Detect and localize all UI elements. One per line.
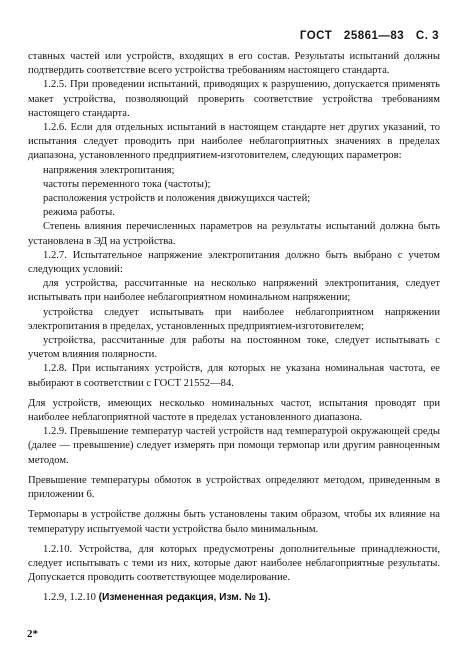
standard-number: 25861—83 [343,30,405,42]
paragraph-1-2-9: 1.2.9. Превышение температур частей устройств над температурой окружающей среды (далее — превышение) следует измерять при помощи термопар или другим равноценным методом. [28,426,440,466]
paragraph-continuation: ставных частей или устройств, входящих в его состав. Результаты испытаний должны подтвердить соответствие всего устройства требованиям настоящего стандарта. [28,51,440,77]
condition-multiple-voltages: для устройства, рассчитанные на несколько напряжений электропитания, следует испытывать при наиболее неблагоприятном номинальном напряжении; [28,278,440,304]
parameter-item-mode: режима работы. [43,207,115,219]
paragraph-1-2-8: 1.2.8. При испытаниях устройств, для которых не указана номинальная частота, ее выбирают в соответствии с ГОСТ 21552—84. [28,363,440,389]
parameter-item-position: расположения устройств и положения движущихся частей; [43,193,311,205]
paragraph-thermocouples: Термопары в устройстве должны быть установлены таким образом, чтобы их влияние на температуру испытуемой части устройства было минимальным. [28,509,440,535]
document-body [28,50,440,606]
parameter-item-frequency: частоты переменного тока (частоты); [43,178,211,190]
condition-voltage-range: устройства следует испытывать при наиболее неблагоприятном напряжении электропитания в пределах, установленных предприятием-изготовителем; [28,306,440,332]
page-number: С. 3 [415,30,439,42]
paragraph-1-2-10: 1.2.10. Устройства, для которых предусмотрены дополнительные принадлежности, следует испытывать с теми из них, которые дают наиболее неблагоприятные результаты. Допускается проводить соответствующее моделирование. [28,543,440,584]
signature-mark: 2* [27,628,38,640]
paragraph-1-2-6: 1.2.6. Если для отдельных испытаний в настоящем стандарте нет других указаний, то испытания следует проводить при наиболее неблагоприятных значениях в пределах диапазона, установленного предприятием-изготовителем, следующих параметров: [28,122,440,162]
amendment-note [28,591,440,605]
paragraph-1-2-7: 1.2.7. Испытательное напряжение электропитания должно быть выбрано с учетом следующих условий: [28,249,440,276]
condition-polarity: устройства, рассчитанные для работы на постоянном токе, следует испытывать с учетом влияния полярности. [28,335,440,361]
paragraph-winding-temperature: Превышение температуры обмоток в устройствах определяют методом, приведенным в приложении 6. [28,474,440,501]
parameter-item-voltage: напряжения электропитания; [43,164,175,176]
page-header [292,30,439,42]
amendment-text: (Измененная редакция, Изм. № 1). [98,592,271,604]
paragraph-influence: Степень влияния перечисленных параметров на результаты испытаний должна быть установлена в ЭД на устройства. [28,221,440,247]
amendment-prefix: 1.2.9, 1.2.10 [43,592,96,604]
standard-label: ГОСТ [299,30,333,42]
paragraph-1-2-5: 1.2.5. При проведении испытаний, приводящих к разрушению, допускается применять макет устройства, позволяющий проверить соответствие устройства требованиям настоящего стандарта. [28,79,440,119]
paragraph-multiple-frequencies: Для устройств, имеющих несколько номинальных частот, испытания проводят при наиболее неблагоприятной частоте в пределах установленного диапазона. [28,397,440,424]
